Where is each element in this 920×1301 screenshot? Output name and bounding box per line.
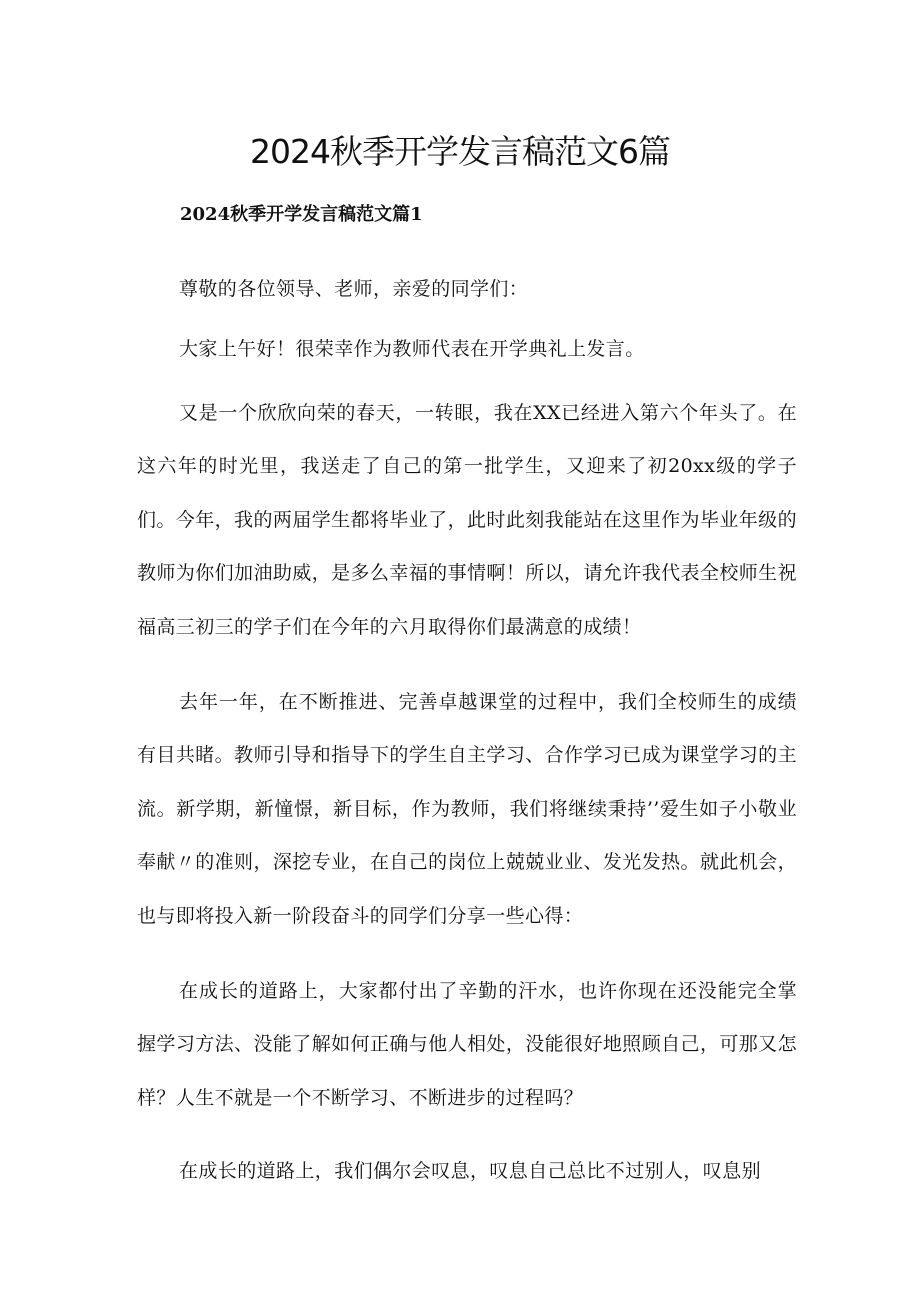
paragraph-greeting: 大家上午好！很荣幸作为教师代表在开学典礼上发言。 (179, 338, 645, 360)
paragraph-body: 在成长的道路上，我们偶尔会叹息，叹息自己总比不过别人，叹息别 (179, 1160, 762, 1182)
paragraph-salutation: 尊敬的各位领导、老师，亲爱的同学们： (179, 278, 529, 300)
paragraph-body: 去年一年，在不断推进、完善卓越课堂的过程中，我们全校师生的成绩有目共睹。教师引导和指导下的学生自主学习、合作学习已成为课堂学习的主流。新学期，新憧憬，新目标，作为教师，我们将继续秉持’’爱生如子小敬业奉献〃的准则，深挖专业，在自己的岗位上兢兢业业、发光发热。就此机会，也与即将投入新一阶段奋斗的同学们分享一些心得： (137, 691, 797, 927)
paragraph-body: 又是一个欣欣向荣的春天，一转眼，我在XX已经进入第六个年头了。在这六年的时光里，我送走了自己的第一批学生，又迎来了初20xx级的学子们。今年，我的两届学生都将毕业了，此时此刻我能站在这里作为毕业年级的教师为你们加油助威，是多么幸福的事情啊！所以，请允许我代表全校师生祝福高三初三的学子们在今年的六月取得你们最满意的成绩！ (137, 402, 797, 638)
document-title: 2024秋季开学发言稿范文6篇 (250, 132, 670, 171)
paragraph-body: 在成长的道路上，大家都付出了辛勤的汗水，也许你现在还没能完全掌握学习方法、没能了解如何正确与他人相处，没能很好地照顾自己，可那又怎样？人生不就是一个不断学习、不断进步的过程吗？ (137, 980, 797, 1109)
section-heading: 2024秋季开学发言稿范文篇1 (180, 204, 423, 225)
